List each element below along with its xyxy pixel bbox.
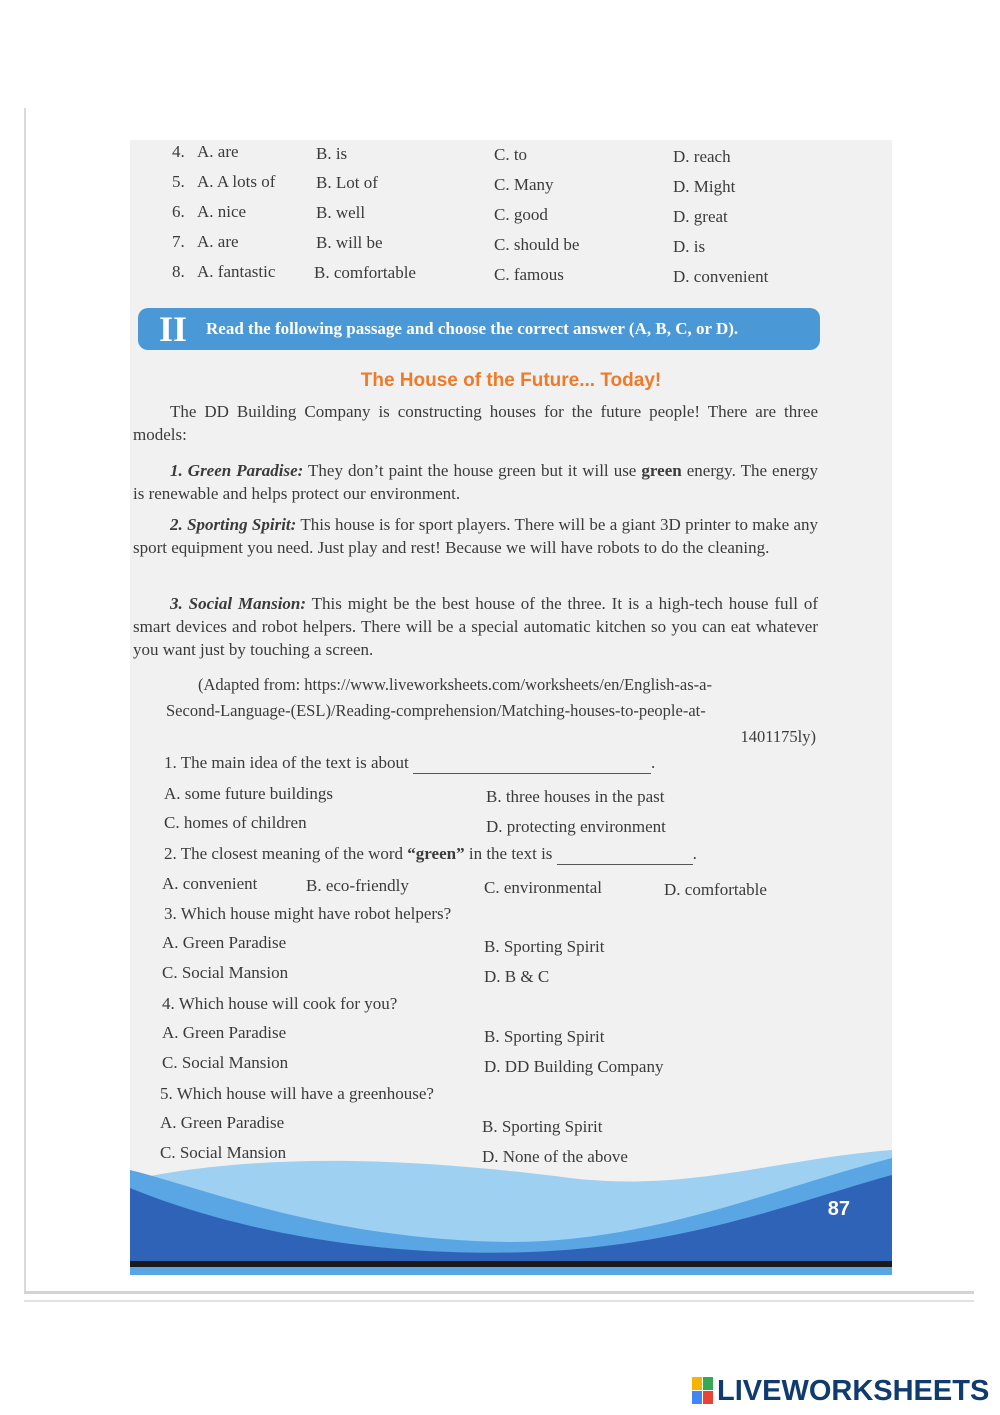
answer-option: B. Sporting Spirit <box>482 1117 603 1136</box>
option-d: D. convenient <box>673 267 769 286</box>
question-5: 5. Which house will have a greenhouse? <box>160 1084 434 1103</box>
worksheet-page <box>130 140 892 1275</box>
page-frame-bottom-shadow <box>24 1300 974 1302</box>
answer-blank[interactable] <box>557 844 693 865</box>
answer-option: D. comfortable <box>664 880 767 899</box>
answer-option: B. three houses in the past <box>486 787 665 806</box>
option-b: B. Lot of <box>316 173 378 192</box>
question-stem: 1. The main idea of the text is about <box>164 753 409 772</box>
answer-option: A. some future buildings <box>164 784 334 803</box>
answer-option: D. protecting environment <box>486 817 666 836</box>
option-num: 4. <box>172 142 185 161</box>
passage-model-2 <box>133 513 818 559</box>
answer-option: A. Green Paradise <box>162 1023 287 1042</box>
passage-model-1 <box>133 459 818 505</box>
question-1 <box>164 753 655 774</box>
option-a: A. A lots of <box>197 172 276 191</box>
answer-option: D. DD Building Company <box>484 1057 664 1076</box>
section-number: II <box>158 309 188 349</box>
question-end: . <box>650 753 656 772</box>
question-keyword: “green” <box>407 844 465 863</box>
question-3: 3. Which house might have robot helpers? <box>164 904 452 923</box>
model-label: 1. Green Paradise: <box>170 461 304 480</box>
answer-option: C. Social Mansion <box>162 1053 289 1072</box>
option-num: 6. <box>172 202 185 221</box>
option-a: A. are <box>197 232 239 251</box>
option-b: B. comfortable <box>314 263 416 282</box>
passage-title: The House of the Future... Today! <box>360 370 662 391</box>
liveworksheets-icon <box>692 1377 714 1405</box>
section-instruction: Read the following passage and choose the correct answer (A, B, C, or D). <box>206 319 739 338</box>
brand-name: LIVEWORKSHEETS <box>717 1374 990 1407</box>
option-c: C. should be <box>494 235 580 254</box>
option-a: A. are <box>197 142 239 161</box>
answer-option: B. Sporting Spirit <box>484 1027 605 1046</box>
model-label: 2. Sporting Spirit: <box>170 515 297 534</box>
answer-option: C. environmental <box>484 878 603 897</box>
answer-blank[interactable] <box>413 753 651 774</box>
option-b: B. will be <box>316 233 383 252</box>
option-c: C. famous <box>494 265 564 284</box>
model-label: 3. Social Mansion: <box>170 594 307 613</box>
question-stem: 2. The closest meaning of the word <box>164 844 408 863</box>
option-d: D. great <box>673 207 728 226</box>
option-c: C. Many <box>494 175 554 194</box>
model-text: This house is for sport players. There will be a giant 3D printer to make any sport equipment you need. Just play and rest! Because we will have robots to do the cleaning. <box>133 515 819 557</box>
option-num: 8. <box>172 262 185 281</box>
answer-option: A. Green Paradise <box>160 1113 285 1132</box>
answer-option: D. B & C <box>484 967 550 986</box>
question-4: 4. Which house will cook for you? <box>162 994 398 1013</box>
option-num: 7. <box>172 232 185 251</box>
option-b: B. is <box>316 144 348 163</box>
source-line-3: 1401175ly) <box>740 727 816 746</box>
option-a: A. fantastic <box>197 262 276 281</box>
option-d: D. reach <box>673 147 731 166</box>
passage-model-3 <box>133 592 818 661</box>
model-bold-word: green <box>641 461 682 480</box>
source-line-1: (Adapted from: https://www.liveworksheets.com/worksheets/en/English-as-a- <box>198 675 712 694</box>
answer-option: B. eco-friendly <box>306 876 409 895</box>
liveworksheets-logo[interactable] <box>692 1373 989 1409</box>
question-end: . <box>692 844 697 863</box>
question-stem: in the text is <box>464 844 553 863</box>
passage-intro: The DD Building Company is constructing houses for the future people! There are three models: <box>133 402 818 444</box>
model-text: They don’t paint the house green but it will use <box>308 461 642 480</box>
option-a: A. nice <box>197 202 247 221</box>
footer-wave <box>130 1130 892 1275</box>
option-b: B. well <box>316 203 366 222</box>
answer-option: C. Social Mansion <box>160 1143 287 1162</box>
answer-option: B. Sporting Spirit <box>484 937 605 956</box>
page-number: 87 <box>827 1198 850 1220</box>
source-line-2: Second-Language-(ESL)/Reading-comprehension/Matching-houses-to-people-at- <box>166 701 706 720</box>
page-frame-bottom <box>24 1291 974 1294</box>
option-d: D. is <box>673 237 706 256</box>
model-text: This might be the best house of the three. It is a high-tech house full of smart devices and robot helpers. There will be a special automatic kitchen so you can eat whatever you want just by touching a screen. <box>133 594 818 659</box>
answer-option: D. None of the above <box>482 1147 628 1166</box>
option-num: 5. <box>172 172 185 191</box>
section-banner <box>138 308 820 350</box>
option-c: C. to <box>494 145 528 164</box>
wave-base-line <box>130 1261 892 1267</box>
model-text: energy. The energy is renewable and helps protect our environment. <box>133 461 818 503</box>
answer-option: A. Green Paradise <box>162 933 287 952</box>
answer-option: C. Social Mansion <box>162 963 289 982</box>
page-frame-left <box>24 108 26 1293</box>
option-c: C. good <box>494 205 548 224</box>
answer-option: C. homes of children <box>164 813 307 832</box>
option-d: D. Might <box>673 177 736 196</box>
question-2 <box>164 844 697 865</box>
answer-option: A. convenient <box>162 874 258 893</box>
